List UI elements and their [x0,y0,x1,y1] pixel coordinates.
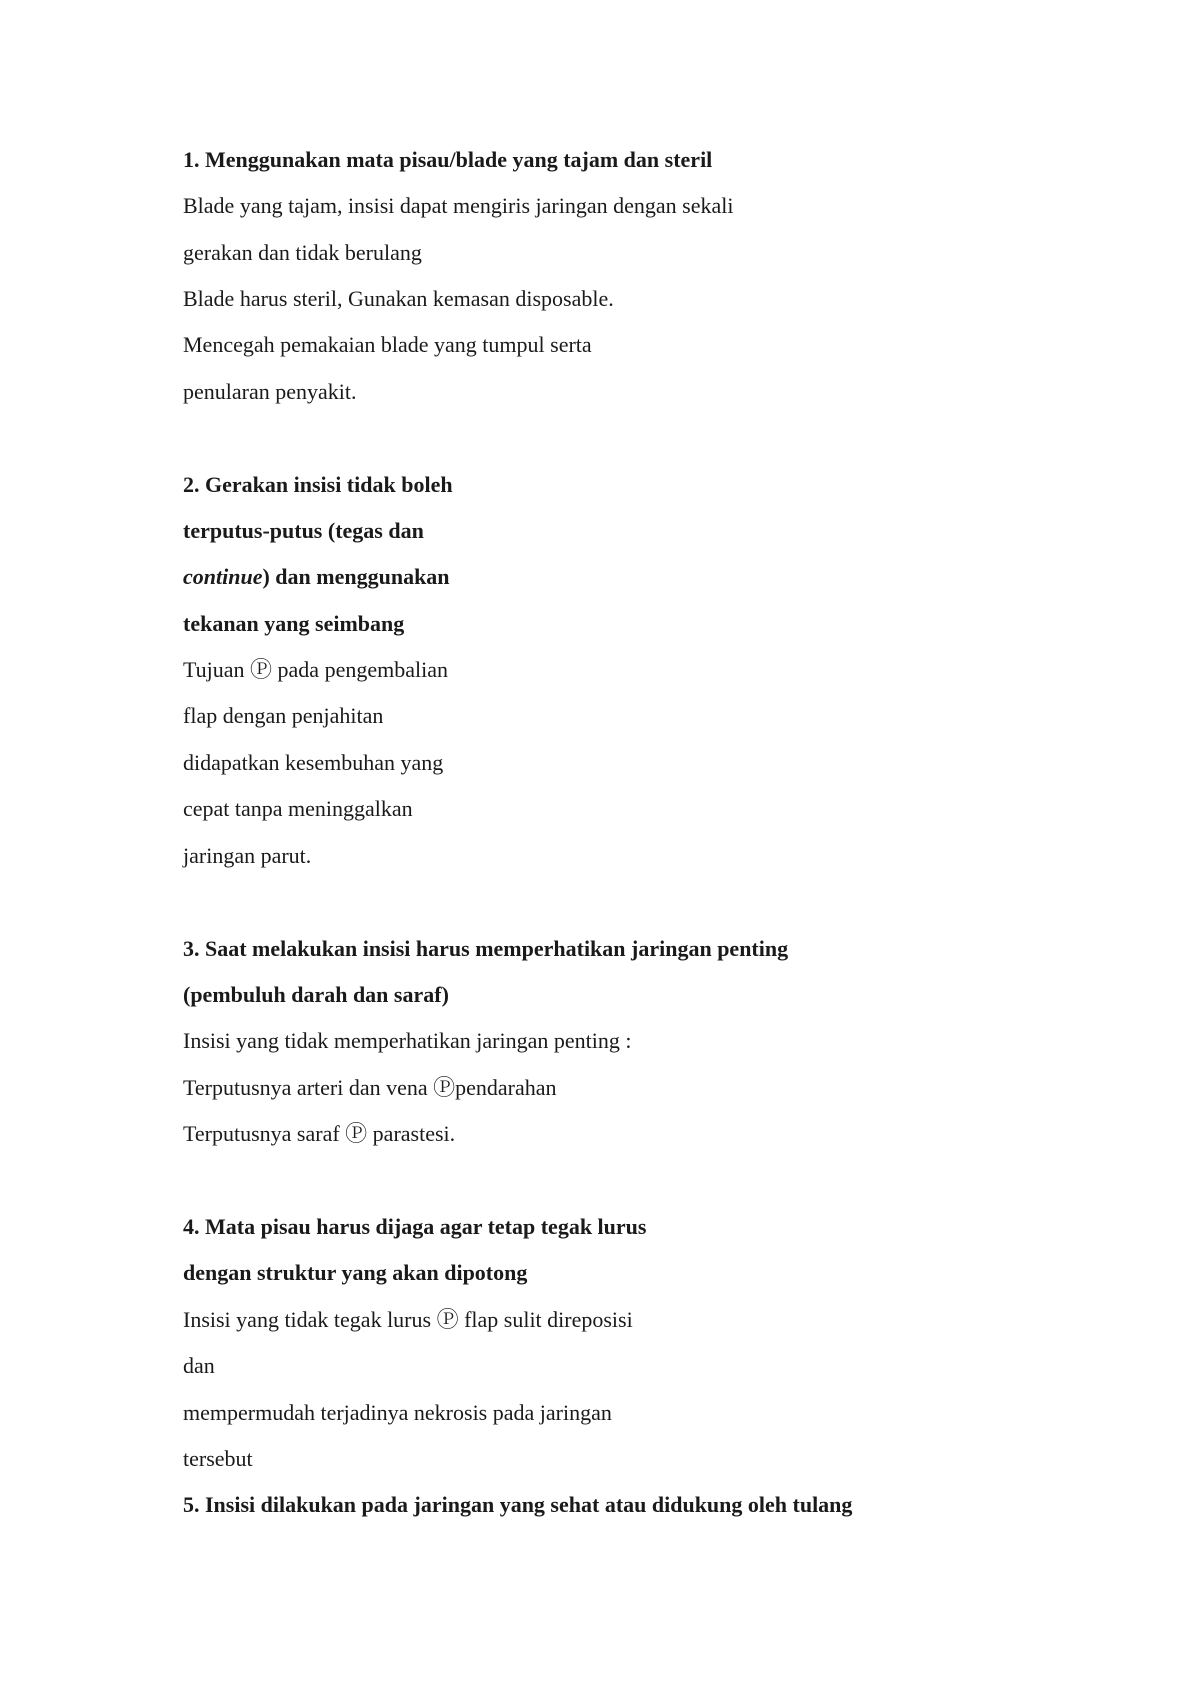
section-3-line: Terputusnya saraf Ⓟ parastesi. [183,1121,456,1146]
section-3-heading: 3. Saat melakukan insisi harus memperhatikan jaringan penting [183,936,789,961]
section-1-line: Blade yang tajam, insisi dapat mengiris jaringan dengan sekali [183,193,734,218]
section-2-heading: tekanan yang seimbang [183,611,405,636]
section-1-line: Mencegah pemakaian blade yang tumpul serta [183,332,592,357]
section-5-heading: 5. Insisi dilakukan pada jaringan yang sehat atau didukung oleh tulang [183,1492,853,1517]
section-1-line: penularan penyakit. [183,379,357,404]
section-3-line: Insisi yang tidak memperhatikan jaringan penting : [183,1028,632,1053]
section-3-line: Terputusnya arteri dan vena Ⓟpendarahan [183,1075,557,1100]
section-4-line: Insisi yang tidak tegak lurus Ⓟ flap sulit direposisi [183,1307,633,1332]
section-2-line: cepat tanpa meninggalkan [183,796,413,821]
section-1-line: gerakan dan tidak berulang [183,240,422,265]
section-1-line: Blade harus steril, Gunakan kemasan disposable. [183,286,614,311]
section-2-heading: 2. Gerakan insisi tidak boleh [183,472,453,497]
section-2-line: flap dengan penjahitan [183,703,384,728]
section-1-heading: 1. Menggunakan mata pisau/blade yang tajam dan steril [183,147,713,172]
section-2-heading: terputus-putus (tegas dan [183,518,424,543]
italic-term: continue [183,564,263,589]
section-4-line: dan [183,1353,215,1378]
section-2-heading [183,564,450,590]
section-4-line: mempermudah terjadinya nekrosis pada jaringan [183,1400,612,1425]
section-2-line: didapatkan kesembuhan yang [183,750,444,775]
heading-continuation: ) dan menggunakan [262,564,450,589]
section-4-heading: 4. Mata pisau harus dijaga agar tetap tegak lurus [183,1214,647,1239]
section-4-line: tersebut [183,1446,253,1471]
section-2-line: Tujuan Ⓟ pada pengembalian [183,657,448,682]
section-3-heading: (pembuluh darah dan saraf) [183,982,449,1007]
section-2-line: jaringan parut. [183,843,312,868]
section-4-heading: dengan struktur yang akan dipotong [183,1260,528,1285]
